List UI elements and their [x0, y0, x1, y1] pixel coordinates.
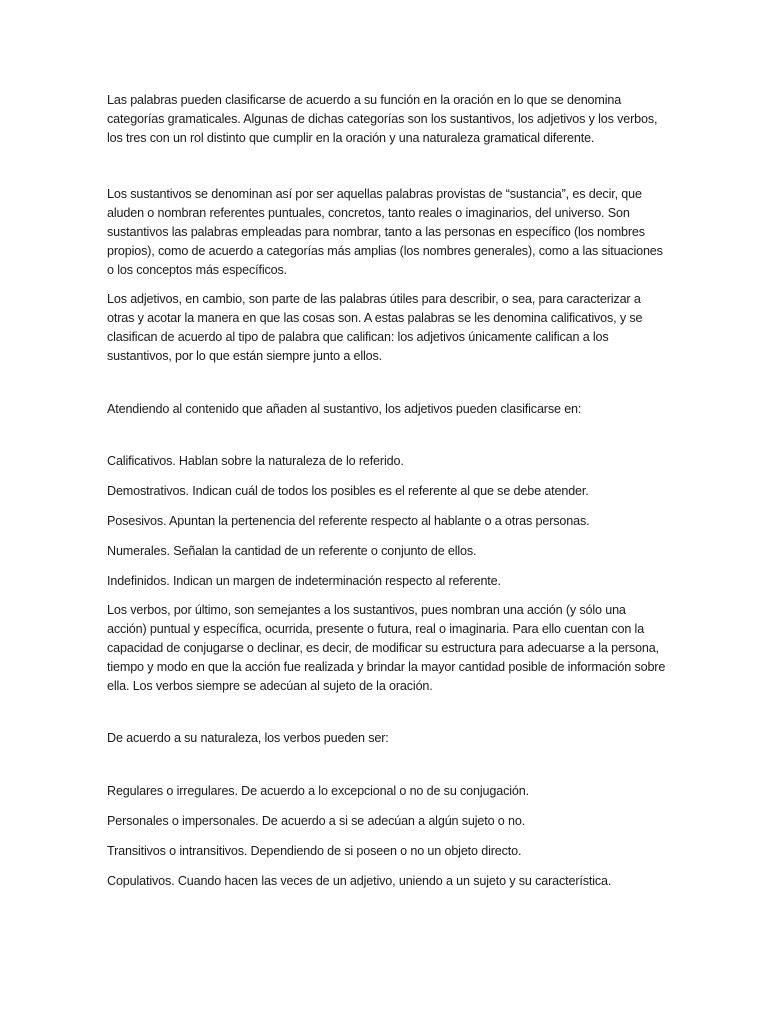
list-item-personales: Personales o impersonales. De acuerdo a si se adecúan a algún sujeto o no.: [107, 813, 526, 828]
list-item-indefinidos: Indefinidos. Indican un margen de indeterminación respecto al referente.: [107, 573, 501, 588]
paragraph-intro: Las palabras pueden clasificarse de acuerdo a su función en la oración en lo que se denomina categorías gramaticales. Algunas de dichas categorías son los sustantivos, los adjetivos y los verbos, los tres con un rol distinto que cumplir en la oración y una naturaleza gramatical diferente.: [107, 93, 658, 145]
spacer: [107, 471, 667, 482]
spacer: [107, 748, 667, 782]
paragraph-verbos: Los verbos, por último, son semejantes a los sustantivos, pues nombran una acción (y sólo una acción) puntual y específica, ocurrida, presente o futura, real o imaginaria. Para ello cuentan con la capacidad de conjugarse o declinar, es decir, de modificar su estructura para adecuarse a la persona, tiempo y modo en que la acción fue realizada y brindar la mayor cantidad posible de información sobre ella. Los verbos siempre se adecúan al sujeto de la oración.: [107, 603, 666, 693]
paragraph-adjetivos: Los adjetivos, en cambio, son parte de las palabras útiles para describir, o sea, para caracterizar a otras y acotar la manera en que las cosas son. A estas palabras se les denomina calificativos, y se clasifican de acuerdo al tipo de palabra que califican: los adjetivos únicamente califican a los sustantivos, por lo que están siempre junto a ellos.: [107, 292, 643, 363]
paragraph-verbos-intro: De acuerdo a su naturaleza, los verbos pueden ser:: [107, 731, 389, 746]
list-item-regulares: Regulares o irregulares. De acuerdo a lo excepcional o no de su conjugación.: [107, 784, 529, 799]
list-item-posesivos: Posesivos. Apuntan la pertenencia del referente respecto al hablante o a otras personas.: [107, 513, 590, 528]
spacer: [107, 801, 667, 812]
spacer: [107, 501, 667, 512]
spacer: [107, 590, 667, 601]
list-item-transitivos: Transitivos o intransitivos. Dependiendo de si poseen o no un objeto directo.: [107, 843, 522, 858]
document-body: [107, 91, 667, 890]
spacer: [107, 831, 667, 842]
paragraph-sustantivos: Los sustantivos se denominan así por ser aquellas palabras provistas de “sustancia”, es decir, que aluden o nombran referentes puntuales, concretos, tanto reales o imaginarios, del universo. Son sustantivos las palabras empleadas para nombrar, tanto a las personas en específico (los nombres propios), como de acuerdo a categorías más amplias (los nombres generales), como a las situaciones o los conceptos más específicos.: [107, 187, 663, 277]
spacer: [107, 861, 667, 872]
spacer: [107, 418, 667, 452]
spacer: [107, 531, 667, 542]
spacer: [107, 366, 667, 400]
list-item-copulativos: Copulativos. Cuando hacen las veces de un adjetivo, uniendo a un sujeto y su característica.: [107, 873, 612, 888]
list-item-numerales: Numerales. Señalan la cantidad de un referente o conjunto de ellos.: [107, 543, 477, 558]
spacer: [107, 279, 667, 290]
paragraph-adjetivos-intro: Atendiendo al contenido que añaden al sustantivo, los adjetivos pueden clasificarse en:: [107, 401, 582, 416]
spacer: [107, 147, 667, 185]
list-item-demostrativos: Demostrativos. Indican cuál de todos los posibles es el referente al que se debe atender.: [107, 484, 589, 499]
spacer: [107, 561, 667, 572]
spacer: [107, 695, 667, 729]
list-item-calificativos: Calificativos. Hablan sobre la naturaleza de lo referido.: [107, 454, 404, 469]
